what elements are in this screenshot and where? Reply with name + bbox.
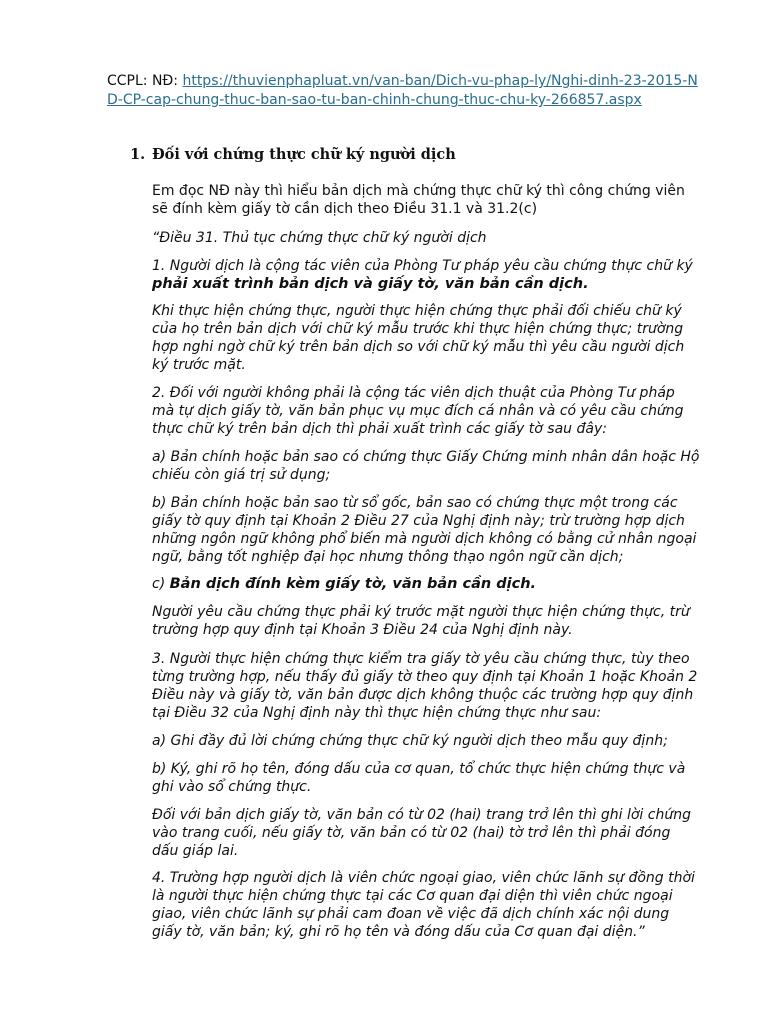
clause-2c-emphasis: Bản dịch đính kèm giấy tờ, văn bản cần dịch. xyxy=(169,576,537,592)
clause-3b: b) Ký, ghi rõ họ tên, đóng dấu của cơ quan, tổ chức thực hiện chứng thực và ghi vào sổ chứng thực. xyxy=(152,761,686,795)
clause-2: 2. Đối với người không phải là cộng tác viên dịch thuật của Phòng Tư pháp mà tự dịch giấy tờ, văn bản phục vụ mục đích cá nhân và có yêu cầu chứng thực chữ ký trên bản dịch thì phải xuất trình các giấy tờ sau đây: xyxy=(152,385,684,437)
source-label: CCPL: NĐ: xyxy=(107,73,183,89)
section-number: 1. xyxy=(130,146,146,163)
clause-2c xyxy=(152,575,700,593)
source-reference xyxy=(107,72,707,110)
section-heading xyxy=(130,146,456,163)
clause-3: 3. Người thực hiện chứng thực kiểm tra giấy tờ yêu cầu chứng thực, tùy theo từng trường hợp, nếu thấy đủ giấy tờ theo quy định tại Khoản 1 hoặc Khoản 2 Điều này và giấy tờ, văn bản được dịch không thuộc các trường hợp quy định tại Điều 32 của Nghị định này thì thực hiện chứng thực như sau: xyxy=(152,651,698,721)
clause-3a: a) Ghi đầy đủ lời chứng chứng thực chữ ký người dịch theo mẫu quy định; xyxy=(152,733,668,749)
clause-3c: Đối với bản dịch giấy tờ, văn bản có từ 02 (hai) trang trở lên thì ghi lời chứng vào trang cuối, nếu giấy tờ, văn bản có từ 02 (hai) tờ trở lên thì phải đóng dấu giáp lai. xyxy=(152,807,691,859)
section-title: Đối với chứng thực chữ ký người dịch xyxy=(152,146,456,163)
clause-2a: a) Bản chính hoặc bản sao có chứng thực Giấy Chứng minh nhân dân hoặc Hộ chiếu còn giá trị sử dụng; xyxy=(152,449,700,483)
clause-2c-prefix: c) xyxy=(152,576,170,592)
clause-4: 4. Trường hợp người dịch là viên chức ngoại giao, viên chức lãnh sự đồng thời là người thực hiện chứng thực tại các Cơ quan đại diện thì viên chức ngoại giao, viên chức lãnh sự phải cam đoan về việc đã dịch chính xác nội dung giấy tờ, văn bản; ký, ghi rõ họ tên và đóng dấu của Cơ quan đại diện.” xyxy=(152,870,695,940)
clause-1-detail: Khi thực hiện chứng thực, người thực hiện chứng thực phải đối chiếu chữ ký của họ trên bản dịch với chữ ký mẫu trước khi thực hiện chứng thực; trường hợp nghi ngờ chữ ký trên bản dịch so với chữ ký mẫu thì yêu cầu người dịch ký trước mặt. xyxy=(152,303,685,373)
clause-2d: Người yêu cầu chứng thực phải ký trước mặt người thực hiện chứng thực, trừ trường hợp quy định tại Khoản 3 Điều 24 của Nghị định này. xyxy=(152,604,690,638)
clause-1-emphasis: phải xuất trình bản dịch và giấy tờ, văn bản cần dịch. xyxy=(152,276,589,292)
source-link[interactable]: https://thuvienphapluat.vn/van-ban/Dich-vu-phap-ly/Nghi-dinh-23-2015-ND-CP-cap-chung-thuc-ban-sao-tu-ban-chinh-chung-thuc-chu-ky-266857.aspx xyxy=(107,73,698,108)
article-title: “Điều 31. Thủ tục chứng thực chữ ký người dịch xyxy=(152,230,487,246)
intro-paragraph: Em đọc NĐ này thì hiểu bản dịch mà chứng thực chữ ký thì công chứng viên sẽ đính kèm giấy tờ cần dịch theo Điều 31.1 và 31.2(c) xyxy=(152,183,685,217)
clause-1-text: 1. Người dịch là cộng tác viên của Phòng Tư pháp yêu cầu chứng thực chữ ký xyxy=(152,258,693,274)
clause-1 xyxy=(152,257,700,293)
clause-2b: b) Bản chính hoặc bản sao từ sổ gốc, bản sao có chứng thực một trong các giấy tờ quy định tại Khoản 2 Điều 27 của Nghị định này; trừ trường hợp dịch những ngôn ngữ không phổ biến mà người dịch không có bằng cử nhân ngoại ngữ, bằng tốt nghiệp đại học nhưng thông thạo ngôn ngữ cần dịch; xyxy=(152,495,697,565)
